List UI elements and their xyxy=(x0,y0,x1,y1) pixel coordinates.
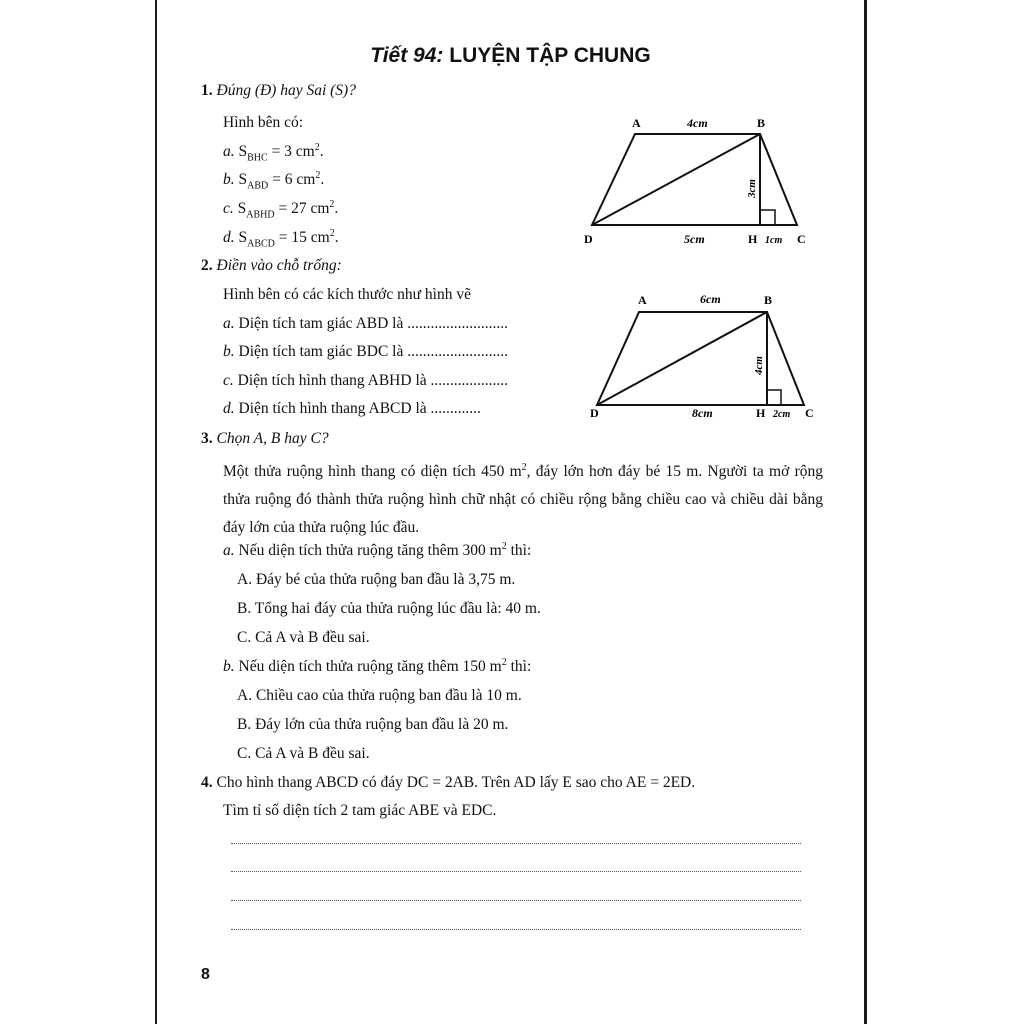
q1-label-top: 4cm xyxy=(687,116,708,130)
q1-label-b: B xyxy=(757,116,766,130)
q2-label-bottom: 8cm xyxy=(692,406,713,420)
q2-label-height: 4cm xyxy=(753,356,765,375)
q1-trapezoid xyxy=(592,134,797,225)
q4-line-2: Tìm tỉ số diện tích 2 tam giác ABE và EDC. xyxy=(223,802,497,819)
answer-line-1 xyxy=(231,843,801,844)
q2-number: 2. xyxy=(201,257,213,274)
page-title xyxy=(157,44,864,68)
q2-intro: Hình bên có các kích thước như hình vẽ xyxy=(223,286,471,303)
q1-intro: Hình bên có: xyxy=(223,114,304,131)
q2-heading-text: Điền vào chỗ trống: xyxy=(216,257,342,274)
q3-number: 3. xyxy=(201,430,213,447)
answer-line-4 xyxy=(231,929,801,930)
q1-heading-text: Đúng (Đ) hay Sai (S)? xyxy=(216,82,356,99)
q1-label-small: 1cm xyxy=(765,235,783,246)
q1-item-c: c. $S_{ABHD} = 27$ $cm^2$. xyxy=(223,199,339,221)
q1-item-a: a. $S_{BHC} = 3$ $cm^2$. xyxy=(223,142,324,164)
q2-label-b: B xyxy=(764,293,773,307)
title-prefix: Tiết 94: xyxy=(370,44,444,67)
q3-heading-text: Chọn A, B hay C? xyxy=(216,430,329,447)
q1-item-d: d. $S_{ABCD} = 15$ $cm^2$. xyxy=(223,228,339,250)
q2-trapezoid-figure xyxy=(582,288,822,423)
q2-item-b: b. Diện tích tam giác BDC là .......................... xyxy=(223,343,508,360)
q1-right-angle-mark xyxy=(760,210,775,225)
answer-line-3 xyxy=(231,900,801,901)
q1-label-height: 3cm xyxy=(746,179,758,198)
q4-line-1: 4. Cho hình thang ABCD có đáy DC = 2AB. Trên AD lấy E sao cho AE = 2ED. xyxy=(201,774,696,791)
q3-b-option-b: B. Đáy lớn của thửa ruộng ban đầu là 20 m. xyxy=(237,716,509,733)
q2-label-a: A xyxy=(638,293,647,307)
q3-part-b: b. Nếu diện tích thửa ruộng tăng thêm 150 $m^2$ thì: xyxy=(223,657,532,676)
q2-item-a: a. Diện tích tam giác ABD là .......................... xyxy=(223,315,508,332)
q1-heading xyxy=(201,82,356,100)
q3-paragraph: Một thửa ruộng hình thang có diện tích 450 $m^2$, đáy lớn hơn đáy bé 15 m. Người ta mở rộng thửa ruộng đó thành thửa ruộng hình chữ nhật có chiều rộng bằng chiều cao và chiều dài bằng đáy lớn của thửa ruộng lúc đầu. xyxy=(223,462,823,537)
q3-b-option-a: A. Chiều cao của thửa ruộng ban đầu là 10 m. xyxy=(237,687,522,704)
q3-a-option-c: C. Cả A và B đều sai. xyxy=(237,629,370,646)
q1-diagonal-bd xyxy=(592,134,760,225)
q2-label-top: 6cm xyxy=(700,292,721,306)
title-main: LUYỆN TẬP CHUNG xyxy=(449,44,651,67)
q1-item-b: b. $S_{ABD} = 6$ $cm^2$. xyxy=(223,170,325,192)
q3-b-option-c: C. Cả A và B đều sai. xyxy=(237,745,370,762)
q2-label-small: 2cm xyxy=(773,409,791,420)
answer-line-2 xyxy=(231,871,801,872)
q2-heading xyxy=(201,257,342,275)
q1-label-d: D xyxy=(584,232,593,246)
page-right-edge xyxy=(864,0,867,1024)
q2-label-d: D xyxy=(590,406,599,420)
q4-number: 4. xyxy=(201,774,213,791)
q1-trapezoid-figure xyxy=(580,112,820,252)
q2-diagonal-bd xyxy=(597,312,767,405)
q1-number: 1. xyxy=(201,82,213,99)
q1-label-a: A xyxy=(632,116,641,130)
q3-a-option-b: B. Tổng hai đáy của thửa ruộng lúc đầu là: 40 m. xyxy=(237,600,541,617)
page-number: 8 xyxy=(201,966,210,983)
q1-label-bottom: 5cm xyxy=(684,232,705,246)
q2-label-c: C xyxy=(805,406,814,420)
q3-heading xyxy=(201,430,329,448)
worksheet-page xyxy=(157,0,864,1024)
q1-label-c: C xyxy=(797,232,806,246)
q1-label-h: H xyxy=(748,232,758,246)
q3-part-a: a. Nếu diện tích thửa ruộng tăng thêm 300 $m^2$ thì: xyxy=(223,541,532,560)
q2-item-d: d. Diện tích hình thang ABCD là ............. xyxy=(223,400,481,417)
q2-right-angle-mark xyxy=(767,390,781,405)
q3-a-option-a: A. Đáy bé của thửa ruộng ban đầu là 3,75 m. xyxy=(237,571,516,588)
q2-trapezoid xyxy=(597,312,804,405)
q2-item-c: c. Diện tích hình thang ABHD là .................... xyxy=(223,372,509,389)
q2-label-h: H xyxy=(756,406,766,420)
